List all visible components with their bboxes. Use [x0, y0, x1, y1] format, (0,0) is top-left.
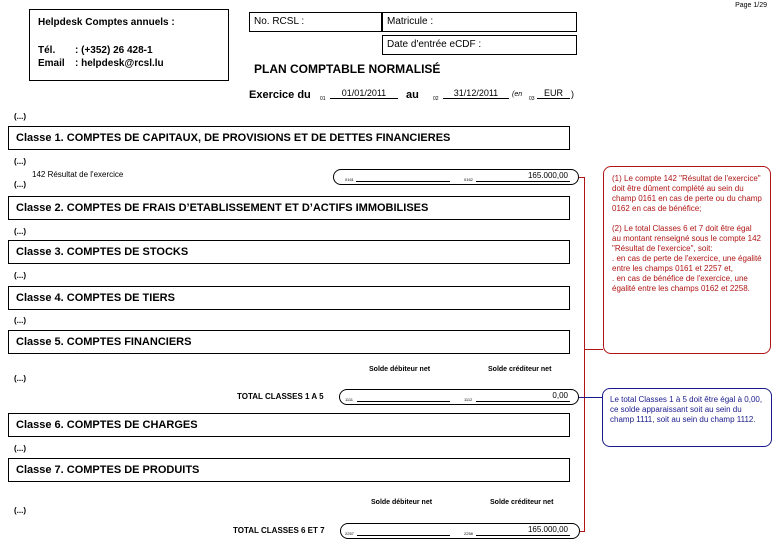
exercise-code-03: 03 [529, 96, 535, 102]
credit-column-head: Solde créditeur net [488, 366, 552, 373]
credit-column-head: Solde créditeur net [490, 499, 554, 506]
note-blue: Le total Classes 1 à 5 doit être égal à 0,00, ce solde apparaissant soit au sein du champ 1111, soit au sein du champ 1112. [602, 388, 772, 447]
total-1-5-field-a[interactable] [357, 401, 450, 402]
ellipsis: (...) [14, 374, 26, 383]
total-1-5-code-b: 1112 [464, 397, 473, 402]
resultat-field-a[interactable] [356, 181, 450, 182]
red-connector [580, 531, 585, 532]
total-1-5-label: TOTAL CLASSES 1 A 5 [237, 392, 324, 401]
helpdesk-tel-label: Tél. [38, 45, 56, 56]
exercise-from-field[interactable]: 01/01/2011 [330, 88, 398, 99]
matricule-field[interactable]: Matricule : [382, 12, 577, 32]
note-red-p3: . en cas de perte de l'exercice, une égalité entre les champs 0161 et 2257 et, [612, 254, 762, 273]
class-5-header: Classe 5. COMPTES FINANCIERS [8, 330, 570, 354]
exercise-code-02: 02 [433, 96, 439, 102]
resultat-label: 142 Résultat de l'exercice [32, 170, 124, 179]
total-1-5-field-b[interactable] [476, 401, 570, 402]
class-6-header: Classe 6. COMPTES DE CHARGES [8, 413, 570, 437]
total-6-7-code-a: 2257 [345, 531, 354, 536]
total-1-5-code-a: 1111 [345, 397, 354, 402]
total-6-7-value-b: 165.000,00 [527, 525, 568, 534]
debit-column-head: Solde débiteur net [369, 366, 431, 373]
note-red-p4: . en cas de bénéfice de l'exercice, une égalité entre les champs 0162 et 2258. [612, 274, 750, 293]
helpdesk-email-label: Email [38, 58, 65, 69]
resultat-value-b: 165.000,00 [527, 171, 568, 180]
exercise-close-paren: ) [571, 89, 574, 99]
page-number: Page 1/29 [735, 2, 767, 9]
resultat-field-b[interactable] [476, 181, 570, 182]
total-1-5-value-b: 0,00 [552, 391, 568, 400]
ellipsis: (...) [14, 227, 26, 236]
helpdesk-email-value: : helpdesk@rcsl.lu [75, 58, 164, 69]
class-3-header: Classe 3. COMPTES DE STOCKS [8, 240, 570, 264]
date-entree-field[interactable]: Date d'entrée eCDF : [382, 35, 577, 55]
ellipsis: (...) [14, 157, 26, 166]
class-7-header: Classe 7. COMPTES DE PRODUITS [8, 458, 570, 482]
red-connector [584, 349, 603, 350]
exercise-to-field[interactable]: 31/12/2011 [443, 88, 509, 99]
note-red-p1: (1) Le compte 142 "Résultat de l'exercice" doit être dûment complété au sein du champ 0161 en cas de perte ou du champ 0162 en cas de bénéfice; [612, 174, 762, 213]
total-6-7-field-b[interactable] [476, 535, 570, 536]
ellipsis: (...) [14, 271, 26, 280]
ellipsis: (...) [14, 316, 26, 325]
exercise-au-label: au [406, 89, 419, 101]
exercise-label: Exercice du [249, 89, 311, 101]
note-red-p2: (2) Le total Classes 6 et 7 doit être égal au montant renseigné sous le compte 142 "Résultat de l'exercice", soit: [612, 224, 761, 253]
note-red [603, 166, 771, 354]
class-1-header: Classe 1. COMPTES DE CAPITAUX, DE PROVISIONS ET DE DETTES FINANCIERES [8, 126, 570, 150]
total-6-7-label: TOTAL CLASSES 6 ET 7 [233, 526, 325, 535]
exercise-en-label: (en [512, 91, 523, 98]
class-2-header: Classe 2. COMPTES DE FRAIS D’ETABLISSEMENT ET D’ACTIFS IMMOBILISES [8, 196, 570, 220]
page-title: PLAN COMPTABLE NORMALISÉ [254, 62, 441, 76]
resultat-code-b: 0162 [464, 177, 473, 182]
ellipsis: (...) [14, 180, 26, 189]
helpdesk-title: Helpdesk Comptes annuels : [38, 17, 175, 28]
exercise-code-01: 01 [320, 96, 326, 102]
blue-connector [579, 397, 602, 398]
ellipsis: (...) [14, 506, 26, 515]
class-4-header: Classe 4. COMPTES DE TIERS [8, 286, 570, 310]
debit-column-head: Solde débiteur net [371, 499, 433, 506]
ellipsis: (...) [14, 444, 26, 453]
exercise-currency-field[interactable]: EUR [537, 88, 570, 99]
resultat-code-a: 0161 [345, 177, 354, 182]
rcsl-field[interactable]: No. RCSL : [249, 12, 382, 32]
total-6-7-code-b: 2258 [464, 531, 473, 536]
helpdesk-tel-value: : (+352) 26 428-1 [75, 45, 153, 56]
total-6-7-field-a[interactable] [357, 535, 450, 536]
red-connector [584, 177, 585, 531]
ellipsis: (...) [14, 112, 26, 121]
